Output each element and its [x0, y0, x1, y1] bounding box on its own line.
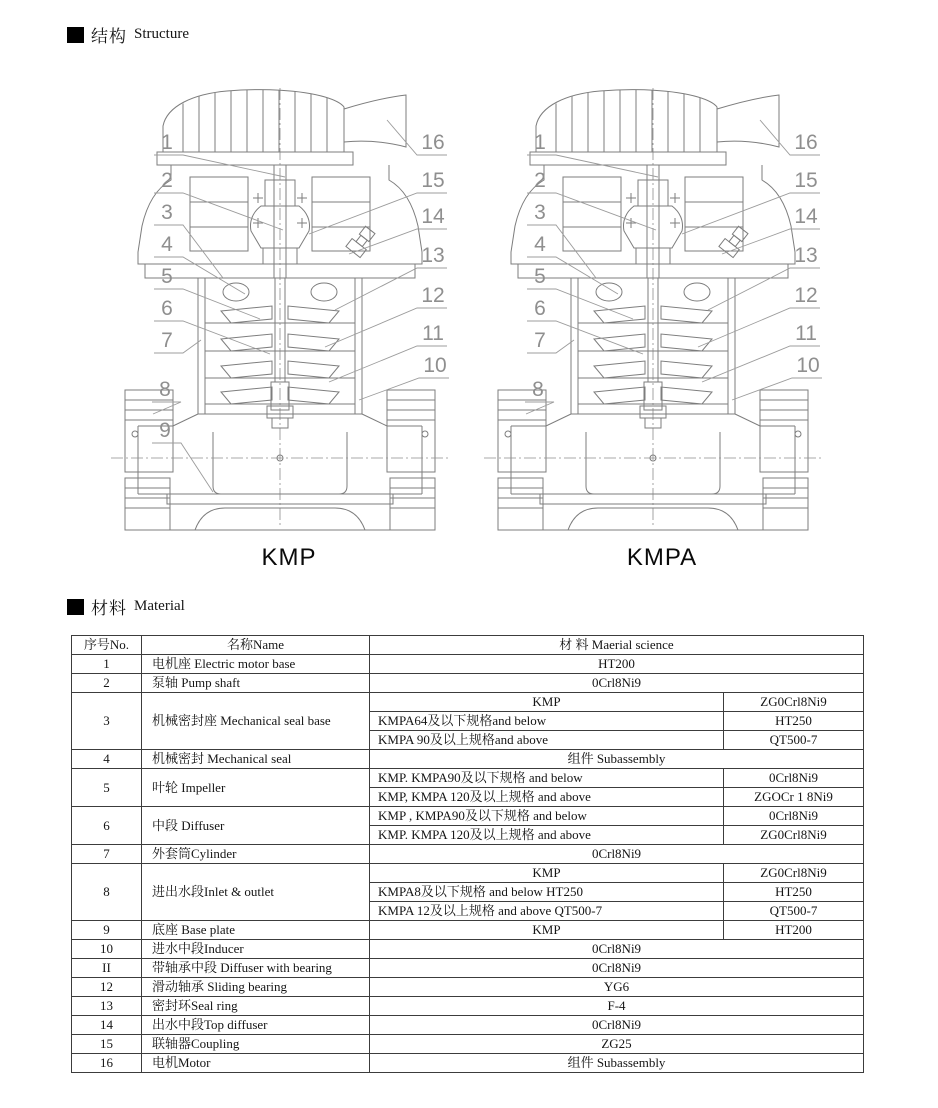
callout-number: 14: [421, 205, 445, 228]
table-row: [72, 1035, 864, 1054]
callout-number: 13: [794, 244, 818, 267]
table-row: [72, 997, 864, 1016]
header-material: 材 料 Maerial science: [370, 636, 864, 655]
cell-material-span: 0Crl8Ni9: [370, 674, 864, 693]
cell-material-span: 0Crl8Ni9: [370, 845, 864, 864]
cell-name: 叶轮 Impeller: [142, 769, 370, 807]
cell-material: ZG0Crl8Ni9: [724, 864, 864, 883]
black-square-marker: [67, 599, 84, 615]
structure-section-header: [67, 22, 189, 47]
callout-number: 6: [534, 297, 546, 320]
callout-number: 8: [532, 378, 544, 401]
cell-material: ZG0Crl8Ni9: [724, 826, 864, 845]
cell-material: HT200: [724, 921, 864, 940]
cell-material-span: F-4: [370, 997, 864, 1016]
cell-name: 外套筒Cylinder: [142, 845, 370, 864]
callout-number: 16: [421, 131, 445, 154]
table-row: [72, 864, 864, 883]
header-no: 序号No.: [72, 636, 142, 655]
cell-material-span: YG6: [370, 978, 864, 997]
cell-no: 6: [72, 807, 142, 845]
kmp-diagram-label: KMP: [261, 544, 317, 571]
callout-number: 7: [161, 329, 173, 352]
cell-no: 5: [72, 769, 142, 807]
table-row: [72, 1054, 864, 1073]
cell-material: QT500-7: [724, 902, 864, 921]
cell-no: 3: [72, 693, 142, 750]
cell-name: 机械密封 Mechanical seal: [142, 750, 370, 769]
cell-material-span: 0Crl8Ni9: [370, 940, 864, 959]
table-row: [72, 807, 864, 826]
cell-name: 底座 Base plate: [142, 921, 370, 940]
callout-number: 2: [161, 169, 173, 192]
callout-number: 7: [534, 329, 546, 352]
cell-material: 0Crl8Ni9: [724, 807, 864, 826]
table-row: [72, 655, 864, 674]
cell-material: HT250: [724, 712, 864, 731]
cell-spec: KMPA 90及以上规格and above: [370, 731, 724, 750]
cell-material-span: 组件 Subassembly: [370, 1054, 864, 1073]
callout-number: 15: [794, 169, 818, 192]
table-row: [72, 769, 864, 788]
callout-leader-line: [154, 193, 283, 230]
callout-number: 12: [421, 284, 445, 307]
cell-name: 进水中段Inducer: [142, 940, 370, 959]
kmpa-pump-cross-section-diagram: [468, 82, 838, 532]
cell-name: 电机Motor: [142, 1054, 370, 1073]
cell-no: II: [72, 959, 142, 978]
callout-leader-line: [152, 402, 181, 414]
cell-spec: KMP. KMPA 120及以上规格 and above: [370, 826, 724, 845]
table-row: [72, 845, 864, 864]
callout-number: 16: [794, 131, 818, 154]
callout-leader-line: [527, 155, 658, 177]
table-row: [72, 674, 864, 693]
structure-title-en: Structure: [134, 26, 189, 42]
material-title-zh: 材料: [91, 599, 127, 618]
cell-name: 进出水段Inlet & outlet: [142, 864, 370, 921]
callout-leader-line: [527, 193, 656, 230]
header-name: 名称Name: [142, 636, 370, 655]
cell-no: 16: [72, 1054, 142, 1073]
callout-number: 9: [159, 419, 171, 442]
kmp-figure: [95, 82, 465, 572]
cell-material-span: 0Crl8Ni9: [370, 959, 864, 978]
table-row: [72, 978, 864, 997]
callout-number: 10: [423, 354, 447, 377]
callout-number: 14: [794, 205, 818, 228]
cell-name: 电机座 Electric motor base: [142, 655, 370, 674]
cell-material-span: HT200: [370, 655, 864, 674]
cell-no: 12: [72, 978, 142, 997]
cell-no: 9: [72, 921, 142, 940]
callout-number: 5: [161, 265, 173, 288]
table-header-row: [72, 636, 864, 655]
cell-spec: KMP, KMPA 120及以上规格 and above: [370, 788, 724, 807]
material-title-en: Material: [134, 598, 185, 614]
callout-number: 10: [796, 354, 820, 377]
cell-name: 泵轴 Pump shaft: [142, 674, 370, 693]
cell-name: 带轴承中段 Diffuser with bearing: [142, 959, 370, 978]
cell-material: HT250: [724, 883, 864, 902]
callout-number: 5: [534, 265, 546, 288]
cell-spec: KMP , KMPA90及以下规格 and below: [370, 807, 724, 826]
cell-name: 机械密封座 Mechanical seal base: [142, 693, 370, 750]
table-row: [72, 750, 864, 769]
callout-number: 13: [421, 244, 445, 267]
table-row: [72, 693, 864, 712]
callout-leader-line: [154, 155, 285, 177]
cell-no: 10: [72, 940, 142, 959]
callout-number: 1: [534, 131, 546, 154]
cell-name: 联轴器Coupling: [142, 1035, 370, 1054]
kmpa-figure: [468, 82, 838, 572]
callout-number: 3: [161, 201, 173, 224]
cell-no: 15: [72, 1035, 142, 1054]
structure-title-zh: 结构: [91, 27, 127, 46]
callout-number: 1: [161, 131, 173, 154]
cell-material-span: 组件 Subassembly: [370, 750, 864, 769]
cell-name: 出水中段Top diffuser: [142, 1016, 370, 1035]
cell-material-span: 0Crl8Ni9: [370, 1016, 864, 1035]
cell-no: 1: [72, 655, 142, 674]
callout-number: 2: [534, 169, 546, 192]
cell-no: 13: [72, 997, 142, 1016]
cell-material: QT500-7: [724, 731, 864, 750]
cell-material: 0Crl8Ni9: [724, 769, 864, 788]
cell-no: 8: [72, 864, 142, 921]
cell-spec: KMP: [370, 864, 724, 883]
black-square-marker: [67, 27, 84, 43]
cell-spec: KMPA64及以下规格and below: [370, 712, 724, 731]
callout-number: 8: [159, 378, 171, 401]
kmpa-diagram-label: KMPA: [626, 544, 698, 571]
callout-leader-line: [152, 443, 213, 492]
cell-material-span: ZG25: [370, 1035, 864, 1054]
cell-no: 4: [72, 750, 142, 769]
table-row: [72, 921, 864, 940]
callout-number: 4: [534, 233, 546, 256]
table-row: [72, 1016, 864, 1035]
cell-spec: KMPA8及以下规格 and below HT250: [370, 883, 724, 902]
cell-spec: KMP: [370, 693, 724, 712]
cell-name: 密封环Seal ring: [142, 997, 370, 1016]
callout-number: 12: [794, 284, 818, 307]
cell-material: ZG0Crl8Ni9: [724, 693, 864, 712]
material-table: [71, 635, 864, 1073]
table-row: [72, 959, 864, 978]
cell-material: ZGOCr 1 8Ni9: [724, 788, 864, 807]
cell-no: 2: [72, 674, 142, 693]
callout-number: 6: [161, 297, 173, 320]
cell-name: 滑动轴承 Sliding bearing: [142, 978, 370, 997]
callout-number: 11: [795, 322, 817, 345]
material-section-header: [67, 594, 185, 619]
cell-spec: KMPA 12及以上规格 and above QT500-7: [370, 902, 724, 921]
callout-number: 15: [421, 169, 445, 192]
table-row: [72, 940, 864, 959]
kmp-pump-cross-section-diagram: [95, 82, 465, 532]
cell-name: 中段 Diffuser: [142, 807, 370, 845]
cell-no: 14: [72, 1016, 142, 1035]
cell-no: 7: [72, 845, 142, 864]
callout-number: 4: [161, 233, 173, 256]
cell-spec: KMP. KMPA90及以下规格 and below: [370, 769, 724, 788]
callout-number: 3: [534, 201, 546, 224]
callout-number: 11: [422, 322, 444, 345]
callout-leader-line: [525, 402, 554, 414]
cell-spec: KMP: [370, 921, 724, 940]
